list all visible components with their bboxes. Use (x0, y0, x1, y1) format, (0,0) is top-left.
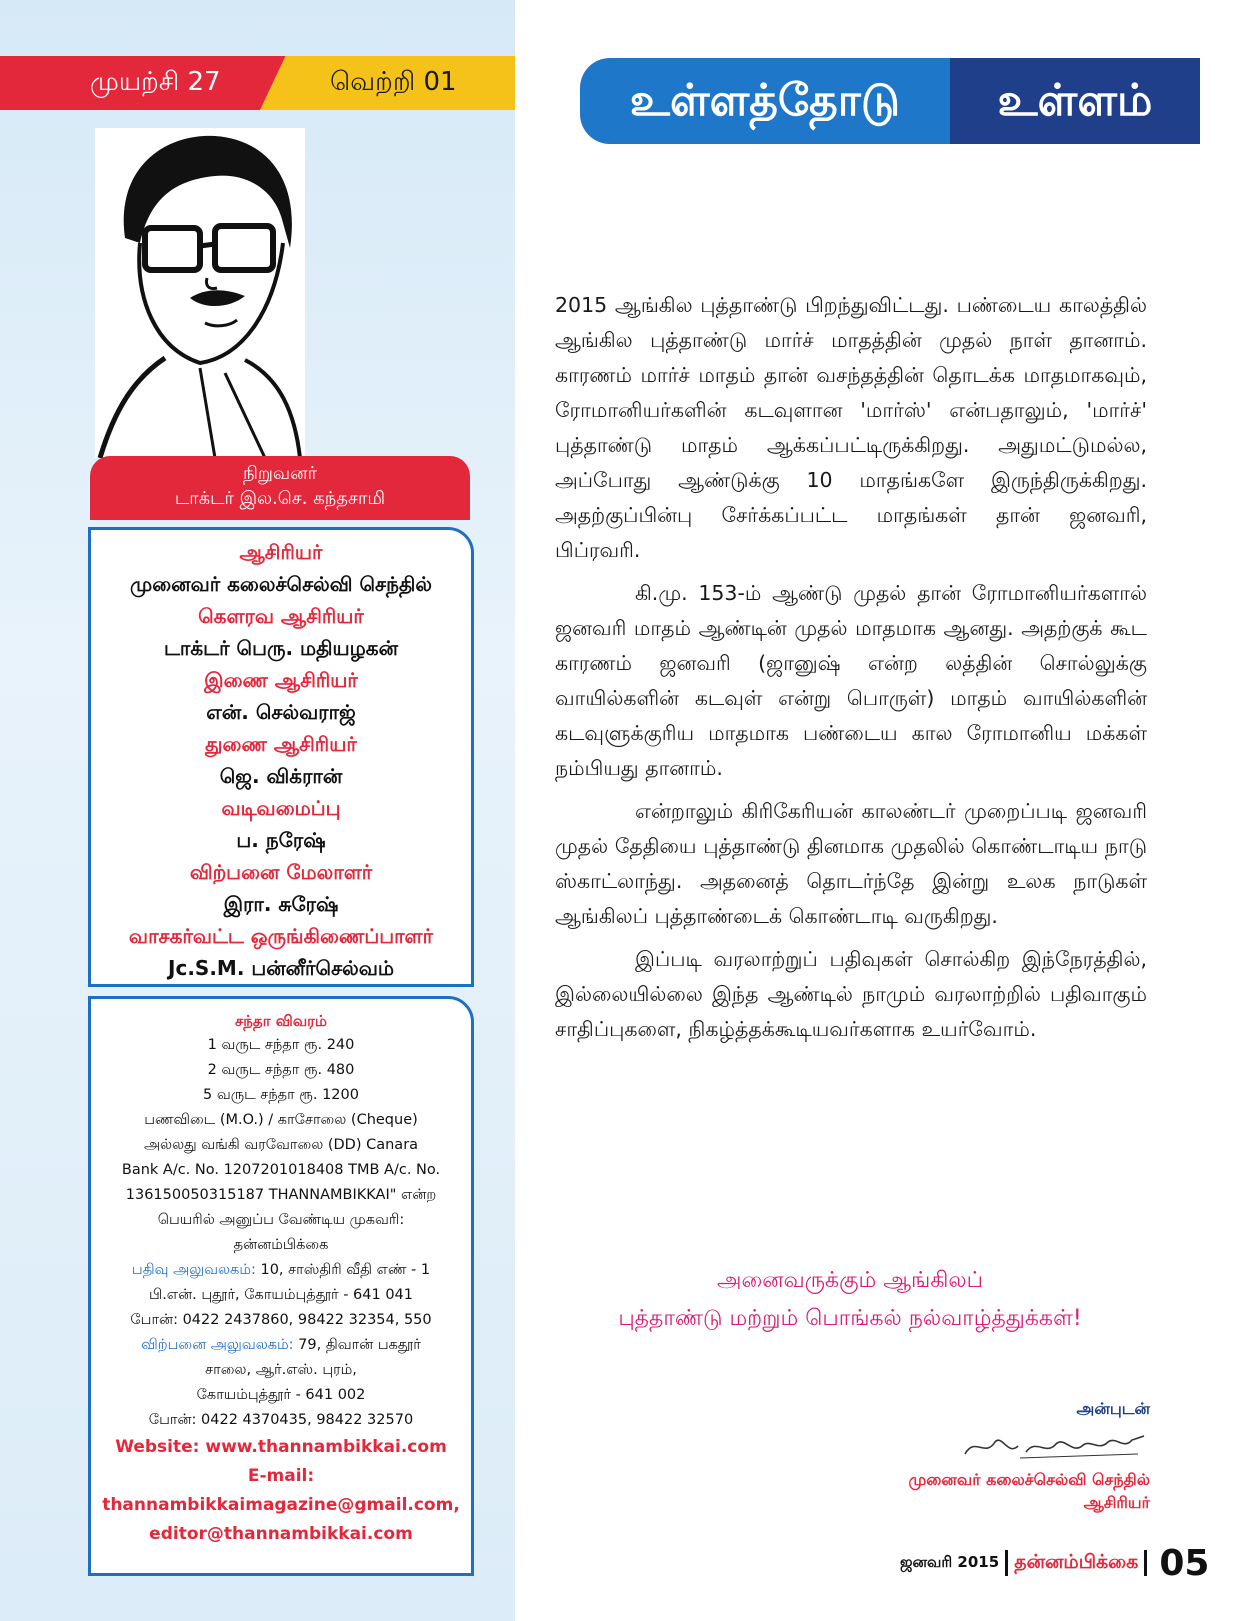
footer-divider (1144, 1550, 1147, 1576)
staff-name: முனைவர் கலைச்செல்வி செந்தில் (130, 572, 432, 596)
subscription-rate: 5 வருட சந்தா ரூ. 1200 (203, 1087, 359, 1103)
issue-number: வெற்றி 01 (330, 67, 457, 97)
article-paragraph: இப்படி வரலாற்றுப் பதிவுகள் சொல்கிற இந்நேரத்தில், இல்லையில்லை இந்த ஆண்டில் நாமும் வரலாற்றில் பதிவாகும் சாதிப்புகளை, நிகழ்த்தக்கூடியவர்களாக உயர்வோம். (555, 947, 1147, 1041)
subscription-rate: 2 வருட சந்தா ரூ. 480 (207, 1062, 355, 1078)
sales-office-label: விற்பனை அலுவலகம்: (141, 1337, 294, 1353)
staff-name: ப. நரேஷ் (236, 828, 326, 852)
page-number: 05 (1159, 1542, 1210, 1584)
founder-label (90, 456, 470, 520)
signoff-block (830, 1396, 1150, 1514)
registered-office-label: பதிவு அலுவலகம்: (131, 1262, 256, 1278)
founder-name: டாக்டர் இல.செ. கந்தசாமி (174, 488, 386, 509)
subscription-box (88, 996, 474, 1576)
registered-office (91, 1258, 471, 1283)
registered-office-address: 10, சாஸ்திரி வீதி எண் - 1 (260, 1262, 431, 1278)
page-footer (900, 1540, 1209, 1586)
email-label: E-mail: (247, 1466, 315, 1486)
staff-name: ஜெ. விக்ரான் (219, 764, 343, 788)
sales-office-address: 79, திவான் பகதூர் (298, 1337, 421, 1353)
greeting-line: புத்தாண்டு மற்றும் பொங்கல் நல்வாழ்த்துக்கள்! (618, 1306, 1082, 1331)
payment-info-line: பெயரில் அனுப்ப வேண்டிய முகவரி: (157, 1212, 405, 1228)
staff-name: என். செல்வராஜ் (206, 700, 356, 724)
staff-name: இரா. சுரேஷ் (223, 892, 339, 916)
signoff-role: ஆசிரியர் (1083, 1493, 1150, 1512)
footer-month-year: ஜனவரி 2015 (900, 1553, 1000, 1571)
staff-role: கௌரவ ஆசிரியர் (198, 604, 364, 628)
greeting-line: அனைவருக்கும் ஆங்கிலப் (717, 1268, 983, 1293)
footer-magazine-name: தன்னம்பிக்கை (1014, 1550, 1139, 1573)
payment-info-line: தன்னம்பிக்கை (233, 1237, 329, 1253)
footer-divider (1005, 1550, 1008, 1576)
payment-info-line: Bank A/c. No. 1207201018408 TMB A/c. No. (121, 1162, 441, 1178)
column-title (580, 58, 1200, 144)
greeting-message (530, 1262, 1170, 1338)
registered-office-line: போன்: 0422 2437860, 98422 32354, 550 (130, 1312, 432, 1328)
staff-role: வாசகர்வட்ட ஒருங்கிணைப்பாளர் (128, 924, 434, 948)
registered-office-line: பி.என். புதூர், கோயம்புத்தூர் - 641 041 (148, 1287, 414, 1303)
staff-role: ஆசிரியர் (239, 540, 323, 564)
signoff-greeting: அன்புடன் (1076, 1399, 1150, 1418)
article-paragraph: 2015 ஆங்கில புத்தாண்டு பிறந்துவிட்டது. பண்டைய காலத்தில் ஆங்கில புத்தாண்டு மார்ச் மாதத்தின் முதல் நாள் தானாம். காரணம் மார்ச் மாதம் தான் வசந்தத்தின் தொடக்க மாதமாகவும், ரோமானியர்களின் கடவுளான 'மார்ஸ்' என்பதாலும், 'மார்ச்' புத்தாண்டு மாதம் ஆக்கப்பட்டிருக்கிறது. அதுமட்டுமல்ல, அப்போது ஆண்டுக்கு 10 மாதங்களே இருந்திருக்கிறது. அதற்குப்பின்பு சேர்க்கப்பட்ட மாதங்கள் தான் ஜனவரி, பிப்ரவரி. (555, 293, 1147, 562)
sales-office-line: கோயம்புத்தூர் - 641 002 (196, 1387, 366, 1403)
staff-name: டாக்டர் பெரு. மதியழகன் (164, 636, 398, 660)
sales-office (91, 1333, 471, 1358)
issue-volume: முயற்சி 27 (90, 67, 221, 97)
payment-info-line: பணவிடை (M.O.) / காசோலை (Cheque) (144, 1112, 418, 1128)
founder-portrait-image (95, 128, 305, 458)
article-paragraph: என்றாலும் கிரிகேரியன் காலண்டர் முறைப்படி ஜனவரி முதல் தேதியை புத்தாண்டு தினமாக முதலில் கொண்டாடிய நாடு ஸ்காட்லாந்து. அதனைத் தொடர்ந்தே இன்று உலக நாடுகள் ஆங்கிலப் புத்தாண்டைக் கொண்டாடி வருகிறது. (555, 799, 1147, 928)
column-title-part1: உள்ளத்தோடு (580, 58, 950, 144)
staff-role: துணை ஆசிரியர் (205, 732, 357, 756)
payment-info-line: அல்லது வங்கி வரவோலை (DD) Canara (143, 1137, 419, 1153)
article-paragraph: கி.மு. 153-ம் ஆண்டு முதல் தான் ரோமானியர்களால் ஜனவரி மாதம் ஆண்டின் முதல் மாதமாக ஆனது. அதற்குக் கூட காரணம் ஜனவரி (ஜானுஷ் என்ற லத்தின் சொல்லுக்கு வாயில்களின் கடவுள் என்று பொருள்) மாதம் வாயில்களின் கடவுளுக்குரிய மாதமாக பண்டைய கால ரோமானிய மக்கள் நம்பியது தானாம். (555, 581, 1147, 780)
founder-role: நிறுவனர் (242, 463, 318, 484)
staff-role: விற்பனை மேலாளர் (189, 860, 373, 884)
editorial-staff-box (88, 527, 474, 987)
sales-office-line: சாலை, ஆர்.எஸ். புரம், (205, 1362, 357, 1378)
email-link[interactable]: editor@thannambikkai.com (149, 1524, 413, 1544)
email-link[interactable]: thannambikkaimagazine@gmail.com, (102, 1495, 460, 1515)
signature-image (960, 1428, 1150, 1464)
subscription-heading: சந்தா விவரம் (235, 1012, 327, 1030)
editorial-article (555, 288, 1147, 1055)
column-title-part2: உள்ளம் (950, 58, 1200, 144)
staff-name: Jc.S.M. பன்னீர்செல்வம் (168, 956, 394, 980)
payment-info-line: 136150050315187 THANNAMBIKKAI" என்ற (125, 1187, 437, 1203)
sales-office-line: போன்: 0422 4370435, 98422 32570 (148, 1412, 414, 1428)
staff-role: இணை ஆசிரியர் (204, 668, 358, 692)
staff-role: வடிவமைப்பு (221, 796, 341, 820)
website-link[interactable]: Website: www.thannambikkai.com (115, 1437, 447, 1457)
subscription-rate: 1 வருட சந்தா ரூ. 240 (207, 1037, 355, 1053)
signoff-name: முனைவர் கலைச்செல்வி செந்தில் (908, 1470, 1150, 1489)
